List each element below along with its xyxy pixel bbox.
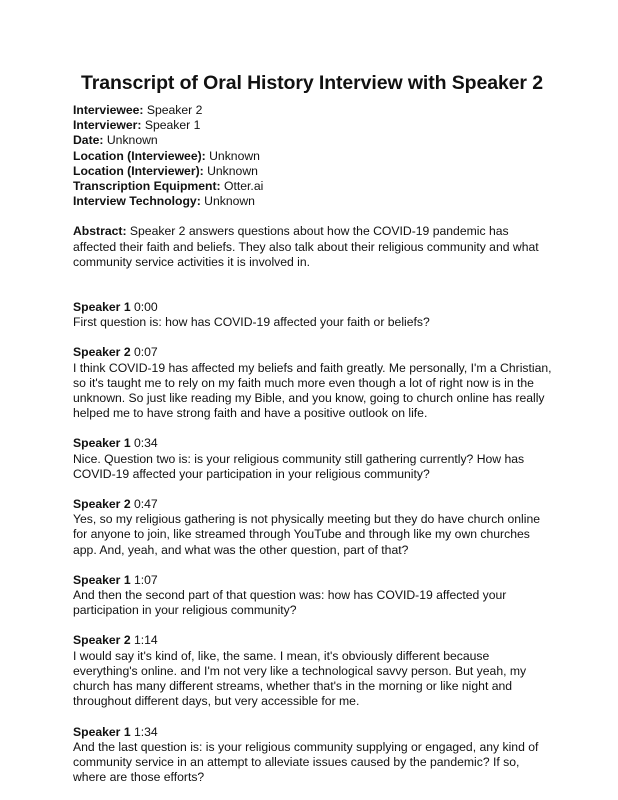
- abstract-text: Speaker 2 answers questions about how the COVID-19 pandemic has affected their faith and beliefs. They also talk about their religious community and what community service activities it is involved in.: [73, 224, 539, 269]
- interview-metadata: [73, 103, 553, 209]
- timestamp: 1:14: [133, 633, 158, 648]
- speaker-name: Speaker 1: [73, 572, 131, 587]
- abstract-label: Abstract:: [73, 224, 127, 239]
- turn-header: [73, 573, 553, 588]
- metadata-value: Unknown: [207, 163, 258, 178]
- turn-text: And the last question is: is your religious community supplying or engaged, any kind of community service in an attempt to alleviate issues caused by the pandemic? If so, where are those efforts?: [73, 739, 539, 785]
- transcript-page: [73, 72, 553, 800]
- metadata-date: [73, 133, 553, 148]
- speaker-name: Speaker 2: [73, 633, 131, 648]
- speaker-name: Speaker 2: [73, 345, 131, 360]
- metadata-value: Unknown: [209, 148, 260, 163]
- timestamp: 0:34: [133, 436, 158, 451]
- metadata-location-interviewer: [73, 164, 553, 179]
- turn-text: Nice. Question two is: is your religious community still gathering currently? How has COVID-19 affected your participation in your religious community?: [73, 451, 525, 481]
- metadata-value: Speaker 2: [146, 103, 203, 117]
- metadata-transcription-equipment: [73, 179, 553, 194]
- transcript-turn: [73, 436, 553, 482]
- turn-text: Yes, so my religious gathering is not physically meeting but they do have church online for anyone to join, like streamed through YouTube and through like my own churches app. And, yeah, and what was the other question, part of that?: [73, 512, 541, 557]
- speaker-name: Speaker 1: [73, 436, 131, 451]
- turn-text: And then the second part of that question was: how has COVID-19 affected your participation in your religious community?: [73, 588, 507, 618]
- speaker-name: Speaker 1: [73, 724, 131, 739]
- metadata-interviewer: [73, 118, 553, 133]
- turn-header: [73, 497, 553, 512]
- metadata-label: Date:: [73, 133, 104, 148]
- transcript-turn: [73, 725, 553, 786]
- metadata-value: Otter.ai: [224, 179, 264, 194]
- turn-text: I think COVID-19 has affected my beliefs and faith greatly. Me personally, I'm a Christian, so it's taught me to rely on my faith much more even though a lot of right now is in the unknown. So just like reading my Bible, and you know, going to church online has really helped me to have strong faith and have a positive outlook on life.: [73, 360, 552, 421]
- turn-header: [73, 436, 553, 451]
- timestamp: 0:00: [133, 300, 158, 315]
- timestamp: 0:47: [133, 497, 158, 512]
- metadata-value: Speaker 1: [144, 118, 201, 133]
- metadata-value: Unknown: [106, 133, 158, 148]
- transcript-turn: [73, 345, 553, 421]
- metadata-value: Unknown: [204, 194, 255, 209]
- metadata-interview-technology: [73, 194, 553, 209]
- metadata-label: Transcription Equipment:: [73, 179, 221, 194]
- turn-text: First question is: how has COVID-19 affected your faith or beliefs?: [73, 315, 430, 330]
- metadata-label: Interview Technology:: [73, 194, 201, 209]
- transcript-turn: [73, 300, 553, 330]
- turn-header: [73, 633, 553, 648]
- metadata-location-interviewee: [73, 149, 553, 164]
- speaker-name: Speaker 2: [73, 497, 131, 512]
- abstract: [73, 224, 553, 270]
- transcript-body: [73, 300, 553, 785]
- metadata-label: Location (Interviewer):: [73, 163, 204, 178]
- transcript-turn: [73, 633, 553, 709]
- document-title: Transcript of Oral History Interview with Speaker 2: [81, 72, 543, 94]
- metadata-label: Location (Interviewee):: [73, 148, 206, 163]
- metadata-label: Interviewer:: [73, 118, 142, 133]
- metadata-interviewee: [73, 103, 553, 118]
- turn-header: [73, 725, 553, 740]
- turn-header: [73, 300, 553, 315]
- turn-text: I would say it's kind of, like, the same. I mean, it's obviously different because everything's online. and I'm not very like a technological savvy person. But yeah, my church has many different streams, whether that's in the morning or like night and throughout different days, but very accessible for me.: [73, 648, 527, 709]
- timestamp: 1:07: [133, 572, 158, 587]
- transcript-turn: [73, 573, 553, 619]
- transcript-turn: [73, 497, 553, 558]
- metadata-label: Interviewee:: [73, 103, 144, 117]
- speaker-name: Speaker 1: [73, 300, 131, 315]
- timestamp: 0:07: [133, 345, 158, 360]
- timestamp: 1:34: [133, 724, 158, 739]
- turn-header: [73, 345, 553, 360]
